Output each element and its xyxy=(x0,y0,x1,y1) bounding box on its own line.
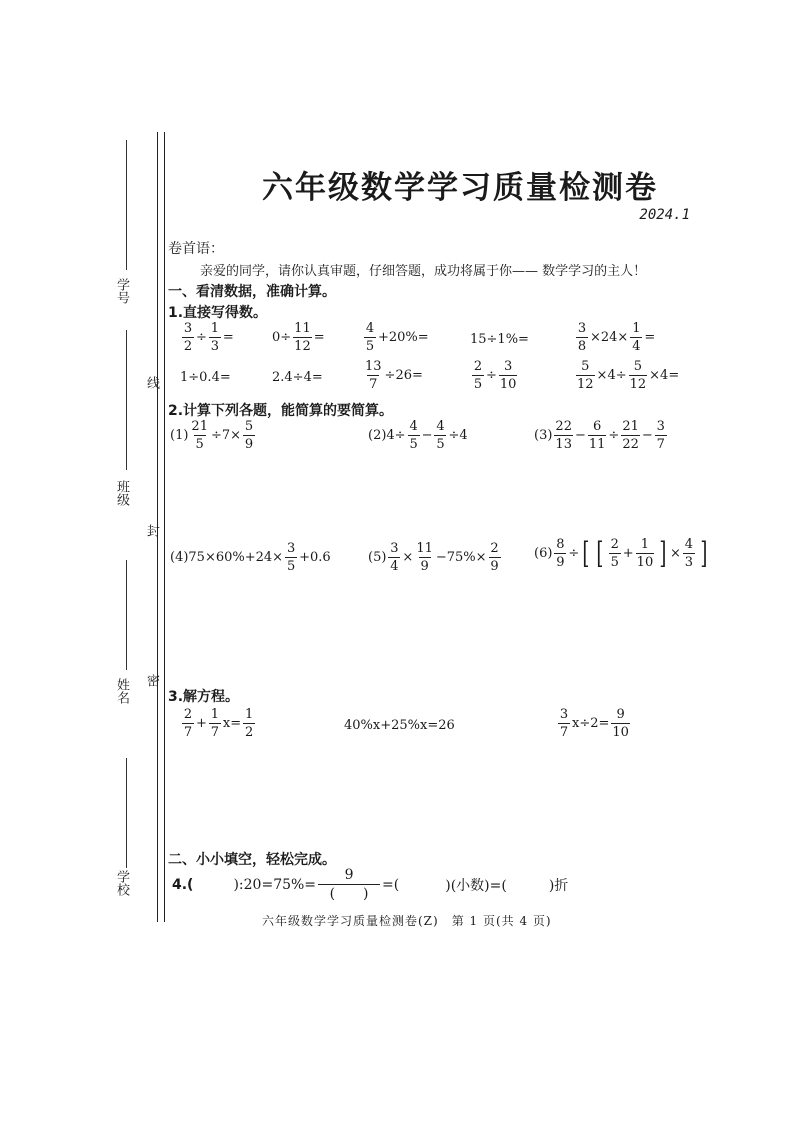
exam-date: 2024.1 xyxy=(639,207,690,223)
question-3-title: 3.解方程。 xyxy=(168,689,240,705)
q1-item-7: 2.4÷4= xyxy=(272,370,323,385)
question-2-title: 2.计算下列各题，能简算的要简算。 xyxy=(168,403,394,419)
q2-item-6: (6) $\frac{8}{9}$ ÷ [ [ $\frac{2}{5}$ + $\frac{1}{10}$ ] × $\frac{4}{3}$ ] xyxy=(534,535,708,571)
seal-mark-line: 线 xyxy=(144,376,159,389)
class-blank xyxy=(126,330,127,470)
q3-equation-1: $\frac{2}{7}$ + $\frac{1}{7}$ x= $\frac{1}{2}$ xyxy=(183,707,254,740)
question-1-title: 1.直接写得数。 xyxy=(168,305,268,321)
q3-equation-2: 40%x+25%x=26 xyxy=(344,718,455,733)
name-label: 姓名 xyxy=(114,678,129,704)
q1-item-4: 15÷1%= xyxy=(470,332,529,347)
q4-fill-blank: 4.( ):20=75%= $\frac{9}{( )}$ =( )(小数)=( )折 xyxy=(172,867,569,902)
page-footer: 六年级数学学习质量检测卷(Z) 第 1 页(共 4 页) xyxy=(262,914,552,928)
section-2-title: 二、小小填空，轻松完成。 xyxy=(168,852,336,868)
class-label: 班级 xyxy=(114,480,129,506)
school-label: 学校 xyxy=(114,870,129,896)
school-blank xyxy=(126,758,127,868)
seal-mark-seal: 封 xyxy=(144,524,159,537)
q1-item-9: $\frac{2}{5}$ ÷ $\frac{3}{10}$ xyxy=(473,359,517,392)
q1-item-2: 0÷ $\frac{11}{12}$ = xyxy=(272,321,325,354)
student-id-label: 学号 xyxy=(114,278,129,304)
binding-inner-line xyxy=(164,132,165,922)
student-id-blank xyxy=(126,140,127,270)
q1-item-5: $\frac{3}{8}$ ×24× $\frac{1}{4}$ = xyxy=(577,321,656,354)
q2-item-1: (1) $\frac{21}{5}$ ÷7× $\frac{5}{9}$ xyxy=(170,419,254,452)
q1-item-1: $\frac{3}{2}$ ÷ $\frac{1}{3}$ = xyxy=(183,321,234,354)
q3-equation-3: $\frac{3}{7}$ x÷2= $\frac{9}{10}$ xyxy=(559,707,629,740)
q2-item-3: (3) $\frac{22}{13}$ − $\frac{6}{11}$ ÷ $\frac{21}{22}$ − $\frac{3}{7}$ xyxy=(534,419,665,452)
q1-item-8: $\frac{13}{7}$ ÷26= xyxy=(365,359,423,392)
q1-item-3: $\frac{4}{5}$ +20%= xyxy=(365,321,429,354)
intro-label: 卷首语： xyxy=(168,241,224,257)
page-title: 六年级数学学习质量检测卷 xyxy=(262,170,658,206)
name-blank xyxy=(126,560,127,670)
q2-item-4: (4)75×60%+24× $\frac{3}{5}$ +0.6 xyxy=(170,541,331,574)
seal-mark-secret: 密 xyxy=(144,674,159,687)
q1-item-10: $\frac{5}{12}$ ×4÷ $\frac{5}{12}$ ×4= xyxy=(577,359,680,392)
q2-item-5: (5) $\frac{3}{4}$ × $\frac{11}{9}$ −75%× $\frac{2}{9}$ xyxy=(368,541,499,574)
q2-item-2: (2)4÷ $\frac{4}{5}$ − $\frac{4}{5}$ ÷4 xyxy=(368,419,468,452)
intro-text: 亲爱的同学，请你认真审题，仔细答题，成功将属于你—— 数学学习的主人！ xyxy=(200,264,647,279)
q1-item-6: 1÷0.4= xyxy=(180,370,231,385)
section-1-title: 一、看清数据，准确计算。 xyxy=(168,284,336,300)
